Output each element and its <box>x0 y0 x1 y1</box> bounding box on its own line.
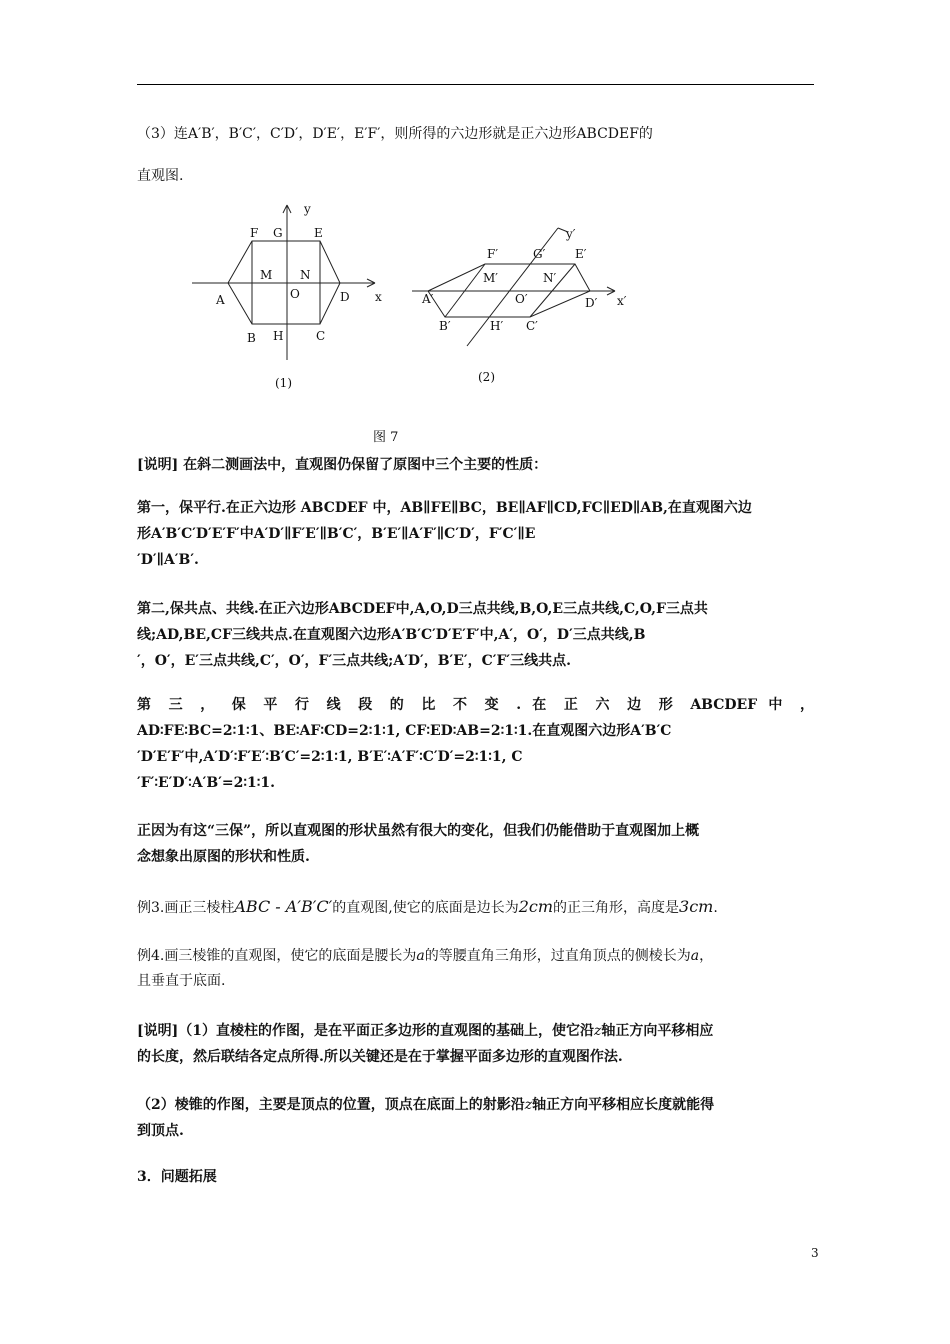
label-y-prime: y′ <box>566 227 576 241</box>
note-3-line-2: 到顶点. <box>137 1123 184 1139</box>
example-4-line-2: 且垂直于底面. <box>137 973 226 989</box>
note-3-text-a: （2）棱锥的作图，主要是顶点的位置，顶点在底面上的射影沿 <box>137 1097 525 1113</box>
label-M-prime: M′ <box>483 271 499 285</box>
label-O-prime: O′ <box>515 292 528 306</box>
example-4-math-a2: a <box>690 948 700 964</box>
note-2-text-b: 轴正方向平移相应 <box>601 1023 714 1039</box>
figure-title: 图 7 <box>373 430 399 445</box>
example-4-text-c: ， <box>699 948 714 964</box>
label-H-prime: H′ <box>490 319 504 333</box>
label-y: y <box>304 202 311 216</box>
example-3 <box>137 894 814 921</box>
label-x-prime: x′ <box>617 294 627 308</box>
label-H: H <box>273 329 284 343</box>
note-3-z: z <box>524 1097 533 1113</box>
label-G: G <box>273 226 283 240</box>
second-line-3: ′，O′，E′三点共线,C′，O′，F′三点共线;A′D′，B′E′，C′F′三线共点. <box>137 653 571 669</box>
example-3-text-c: 的正三角形，高度是 <box>553 900 680 916</box>
para-1-line-1: （3）连A′B′，B′C′，C′D′，D′E′，E′F′，则所得的六边形就是正六边形ABCDEF的 <box>137 126 653 142</box>
label-E: E <box>314 226 323 240</box>
y-axis-2 <box>467 228 558 346</box>
second-line-2: 线;AD,BE,CF三线共点.在直观图六边形A′B′C′D′E′F′中,A′，O′，D′三点共线,B <box>137 627 646 643</box>
section-heading: 3．问题拓展 <box>137 1169 217 1185</box>
first-line-3: ′D′∥A′B′. <box>137 552 199 568</box>
caption-1: (1) <box>275 376 292 390</box>
example-4-text-a: 例4.画三棱锥的直观图，使它的底面是腰长为 <box>137 948 417 964</box>
example-3-text-d: . <box>713 900 718 916</box>
third-line-2: AD∶FE∶BC=2∶1∶1、BE∶AF∶CD=2∶1∶1, CF∶ED∶AB=2∶1∶1.在直观图六边形A′B′C <box>137 723 672 739</box>
header-rule <box>137 84 814 85</box>
example-4-line-1 <box>137 943 814 969</box>
conclusion-line-2: 念想象出原图的形状和性质. <box>137 849 310 865</box>
label-N: N <box>300 268 311 282</box>
para-1-line-2: 直观图. <box>137 168 184 184</box>
figure-7-drawing <box>180 195 650 405</box>
label-E-prime: E′ <box>575 247 587 261</box>
label-F: F <box>250 226 259 240</box>
label-x: x <box>375 290 382 304</box>
note-2-line-2: 的长度，然后联结各定点所得.所以关键还是在于掌握平面多边形的直观图作法. <box>137 1049 623 1065</box>
conclusion-line-1: 正因为有这“三保”，所以直观图的形状虽然有很大的变化，但我们仍能借助于直观图加上概 <box>137 823 700 839</box>
label-D: D <box>340 290 350 304</box>
page-number: 3 <box>811 1246 819 1260</box>
label-F-prime: F′ <box>487 247 499 261</box>
label-C-prime: C′ <box>526 319 538 333</box>
example-4-text-b: 的等腰直角三角形，过直角顶点的侧棱长为 <box>424 948 691 964</box>
example-4-math-a1: a <box>416 948 425 964</box>
label-O: O <box>290 287 300 301</box>
note-3-line-1 <box>137 1092 814 1118</box>
note-2-z: z <box>594 1023 602 1039</box>
first-line-1: 第一，保平行.在正六边形 ABCDEF 中，AB∥FE∥BC，BE∥AF∥CD,FC∥ED∥AB,在直观图六边 <box>137 500 752 516</box>
note-1: [说明] 在斜二测画法中，直观图仍保留了原图中三个主要的性质： <box>137 457 548 473</box>
third-line-3: ′D′E′F′中,A′D′∶F′E′∶B′C′=2∶1∶1, B′E′∶A′F′∶C′D′=2∶1∶1, C <box>137 749 523 765</box>
example-3-math-prism: ABC - A′B′C′ <box>234 897 333 916</box>
label-M: M <box>260 268 273 282</box>
figure-7 <box>180 195 650 405</box>
label-A-prime: A′ <box>422 292 434 306</box>
note-3-text-b: 轴正方向平移相应长度就能得 <box>532 1097 715 1113</box>
third-line-4: ′F′∶E′D′∶A′B′=2∶1∶1. <box>137 775 275 791</box>
label-G-prime: G′ <box>533 247 546 261</box>
label-B: B <box>247 331 256 345</box>
caption-2: (2) <box>478 370 495 384</box>
label-A: A <box>216 293 225 307</box>
figure-1-hexagon <box>192 205 375 360</box>
example-3-math-height: 3cm <box>679 897 714 916</box>
example-3-text-a: 例3.画正三棱柱 <box>137 900 235 916</box>
label-D-prime: D′ <box>585 296 598 310</box>
note-2-text-a: [说明]（1）直棱柱的作图，是在平面正多边形的直观图的基础上，使它沿 <box>137 1023 594 1039</box>
example-3-text-b: 的直观图,使它的底面是边长为 <box>332 900 519 916</box>
second-line-1: 第二,保共点、共线.在正六边形ABCDEF中,A,O,D三点共线,B,O,E三点共线,C,O,F三点共 <box>137 601 708 617</box>
label-N-prime: N′ <box>543 271 557 285</box>
note-2-line-1 <box>137 1018 814 1044</box>
third-line-1: 第 三 ， 保 平 行 线 段 的 比 不 变 . 在 正 六 边 形 ABCDEF 中 ， <box>137 697 814 713</box>
label-B-prime: B′ <box>439 319 451 333</box>
first-line-2: 形A′B′C′D′E′F′中A′D′∥F′E′∥B′C′，B′E′∥A′F′∥C′D′，F′C′∥E <box>137 526 536 542</box>
label-C: C <box>316 329 326 343</box>
example-3-math-side: 2cm <box>518 897 554 916</box>
